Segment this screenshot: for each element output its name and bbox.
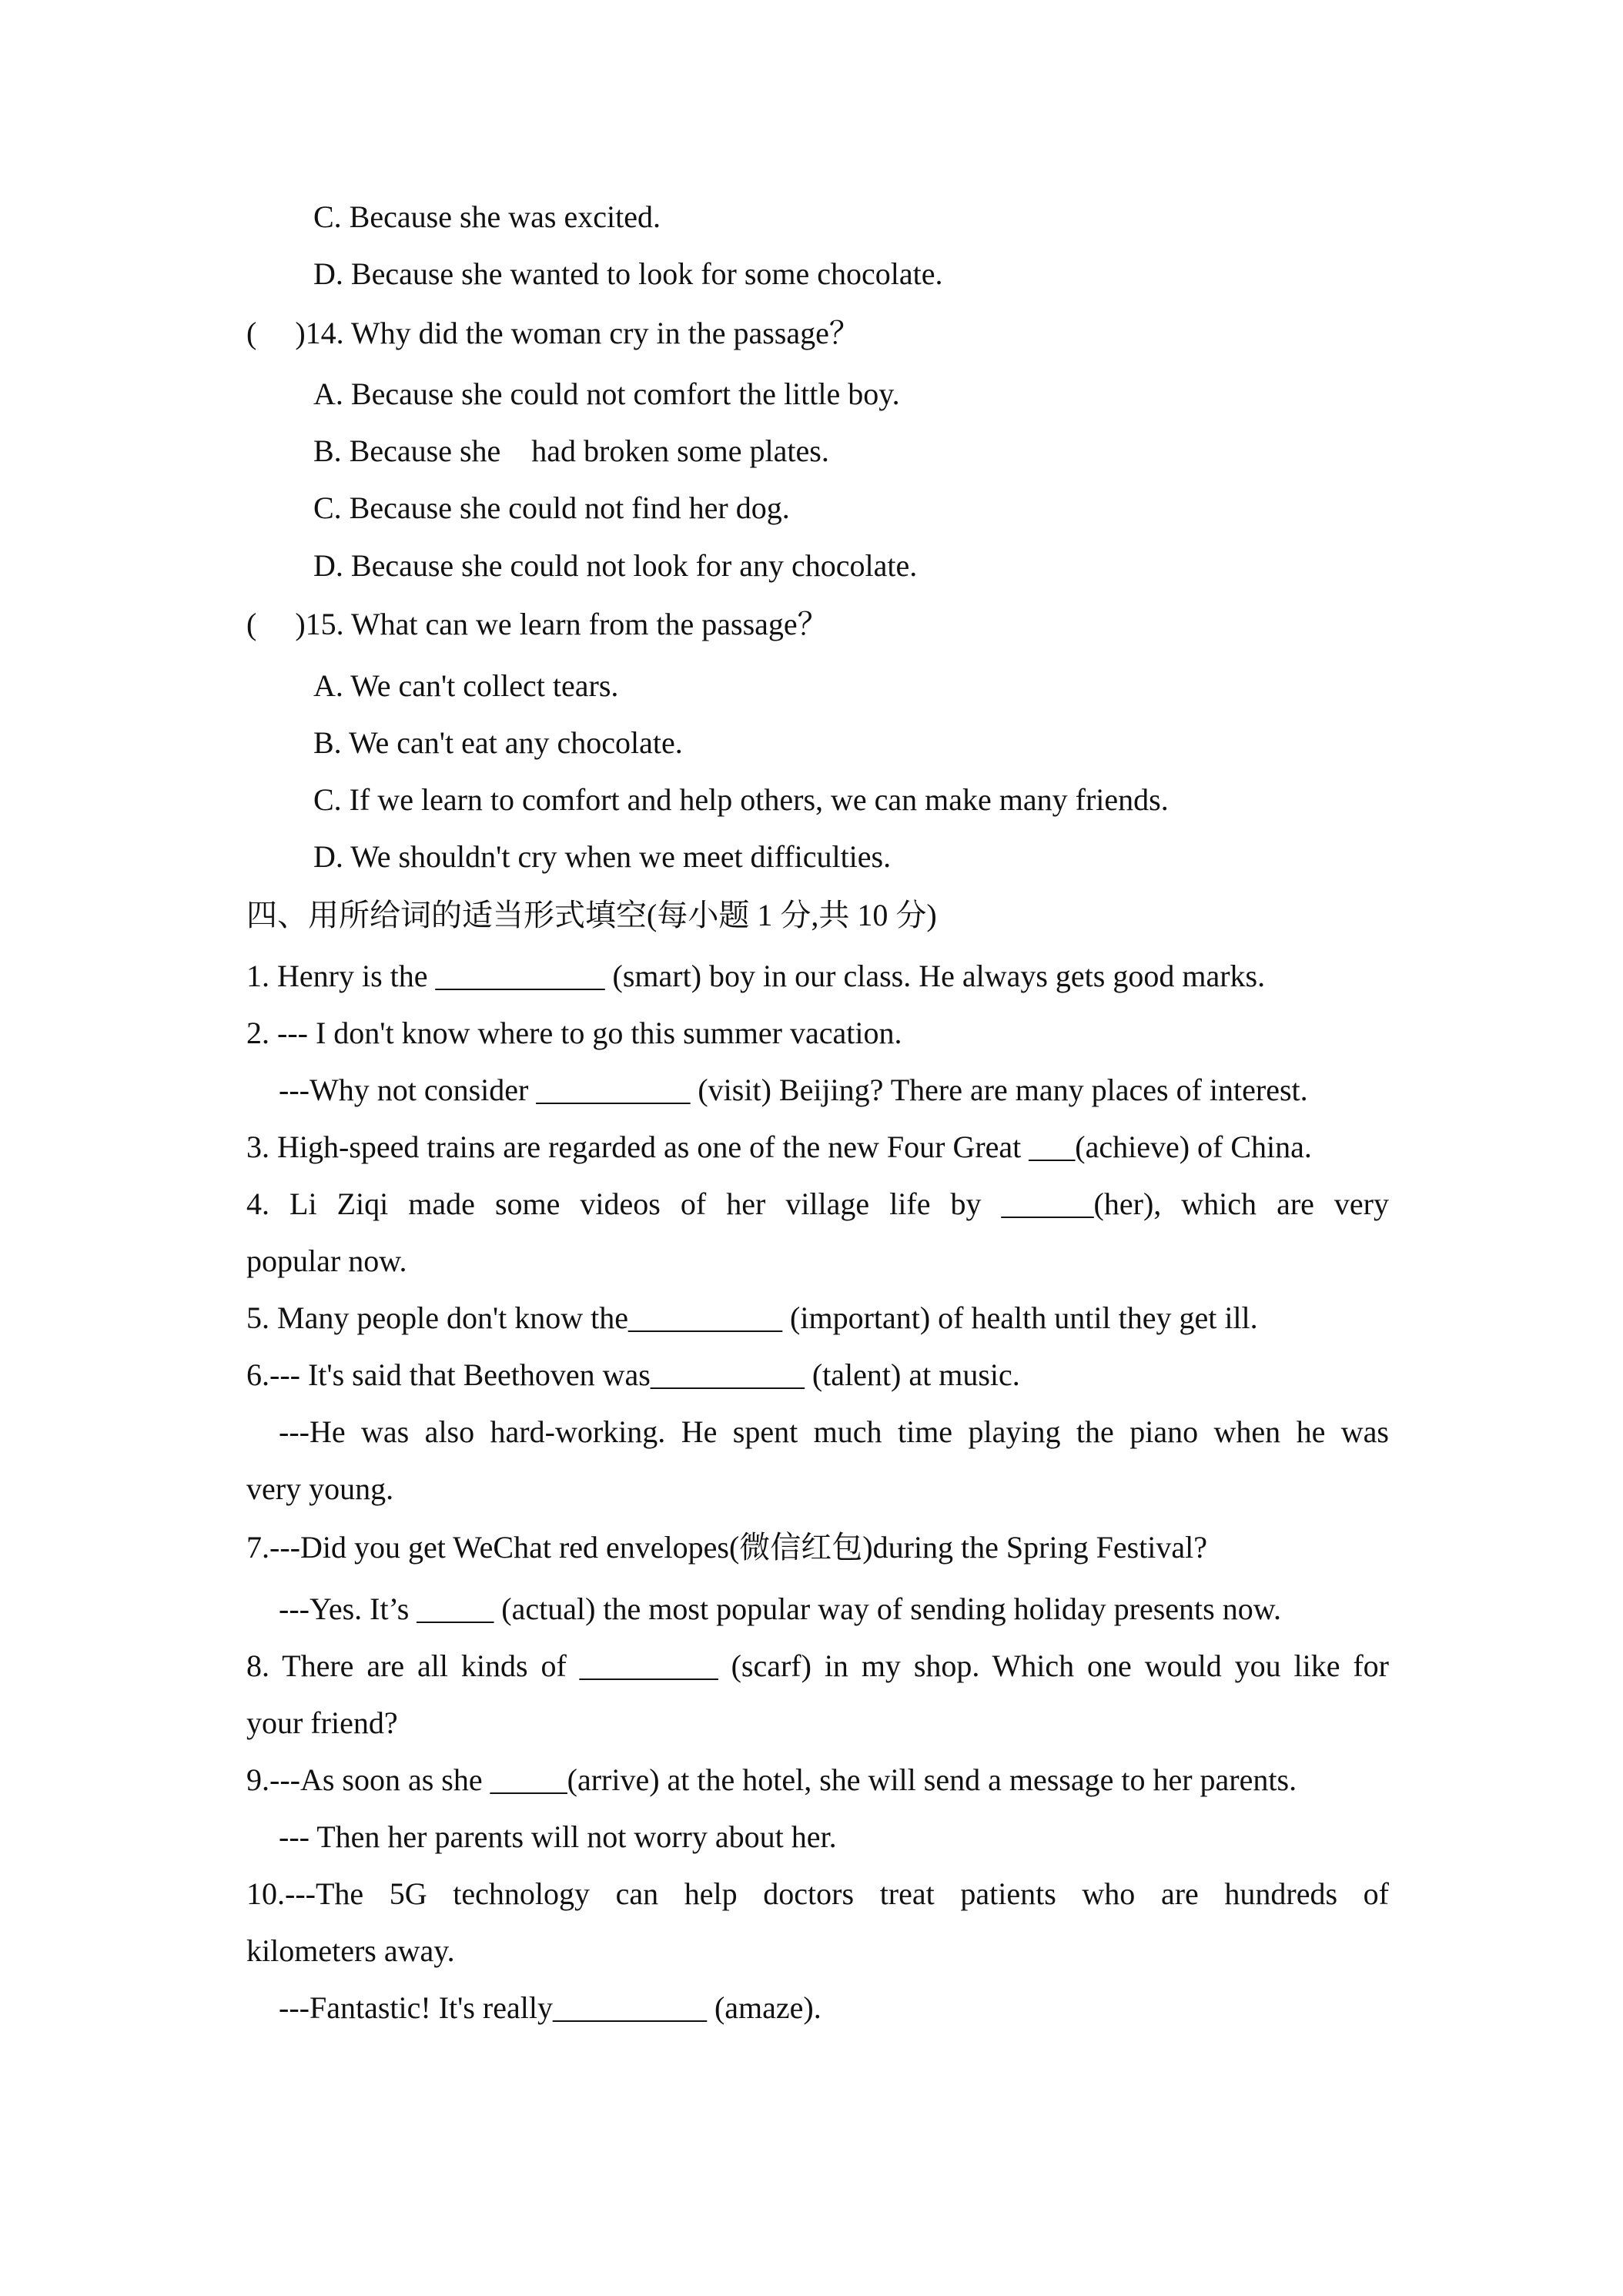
- fill-item-5: 5. Many people don't know the__________ (important) of health until they get ill.: [246, 1300, 1258, 1335]
- fill-item-9-line-1: 9.---As soon as she _____(arrive) at the hotel, she will send a message to her parents.: [246, 1762, 1297, 1797]
- q14-option-c: C. Because she could not find her dog.: [313, 490, 790, 525]
- fill-item-4-line-1: 4. Li Ziqi made some videos of her village life by ______(her), which are very: [246, 1186, 1389, 1221]
- fill-item-6-line-3: very young.: [246, 1471, 394, 1506]
- q13-option-c: C. Because she was excited.: [313, 199, 661, 234]
- fill-item-7-line-2: ---Yes. It’s _____ (actual) the most popular way of sending holiday presents now.: [279, 1591, 1281, 1626]
- q14-option-a: A. Because she could not comfort the little boy.: [313, 377, 900, 411]
- fill-item-2-line-2: ---Why not consider __________ (visit) Beijing? There are many places of interest.: [279, 1073, 1308, 1107]
- fill-item-8-line-1: 8. There are all kinds of _________ (scarf) in my shop. Which one would you like for: [246, 1648, 1389, 1683]
- q15-option-b: B. We can't eat any chocolate.: [313, 725, 683, 760]
- q14-option-d: D. Because she could not look for any chocolate.: [313, 548, 918, 583]
- q15-option-c: C. If we learn to comfort and help others, we can make many friends.: [313, 782, 1169, 817]
- q13-option-d: D. Because she wanted to look for some chocolate.: [313, 256, 943, 291]
- fill-item-10-line-2: kilometers away.: [246, 1933, 455, 1968]
- fill-item-6-line-2: ---He was also hard-working. He spent much time playing the piano when he was: [279, 1414, 1389, 1449]
- fill-item-10-line-1: 10.---The 5G technology can help doctors treat patients who are hundreds of: [246, 1876, 1389, 1911]
- fill-item-2-line-1: 2. --- I don't know where to go this summer vacation.: [246, 1016, 902, 1050]
- q15-option-d: D. We shouldn't cry when we meet difficulties.: [313, 839, 892, 874]
- fill-item-1: 1. Henry is the ___________ (smart) boy in our class. He always gets good marks.: [246, 959, 1266, 993]
- fill-item-4-line-2: popular now.: [246, 1243, 407, 1278]
- fill-item-6-line-1: 6.--- It's said that Beethoven was__________ (talent) at music.: [246, 1357, 1020, 1392]
- q15-option-a: A. We can't collect tears.: [313, 668, 619, 703]
- q14-stem: ( )14. Why did the woman cry in the passage？: [246, 316, 860, 350]
- section-4-heading: 四、用所给词的适当形式填空(每小题 1 分,共 10 分): [246, 898, 937, 932]
- fill-item-9-line-2: --- Then her parents will not worry about her.: [279, 1819, 837, 1854]
- q14-option-b: B. Because she had broken some plates.: [313, 433, 829, 468]
- fill-item-7-line-1: 7.---Did you get WeChat red envelopes(微信红包)during the Spring Festival?: [246, 1530, 1208, 1565]
- fill-item-10-line-3: ---Fantastic! It's really__________ (amaze).: [279, 1990, 822, 2025]
- fill-item-3: 3. High-speed trains are regarded as one of the new Four Great ___(achieve) of China.: [246, 1130, 1312, 1164]
- q15-stem: ( )15. What can we learn from the passage？: [246, 607, 828, 641]
- fill-item-8-line-2: your friend?: [246, 1705, 398, 1740]
